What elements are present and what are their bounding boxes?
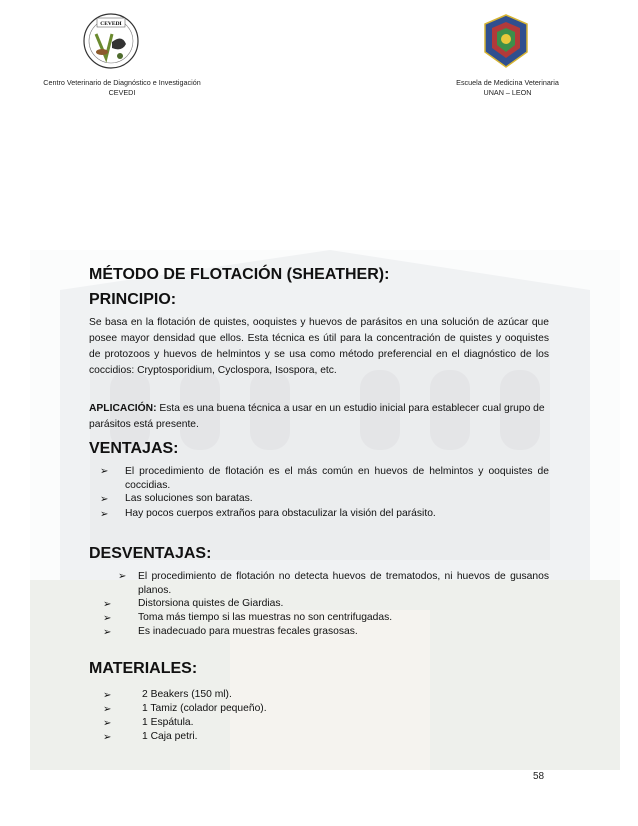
list-item: Toma más tiempo si las muestras no son centrifugadas.: [138, 612, 393, 623]
bullet-icon: ➢: [103, 732, 112, 743]
header-right-line2: UNAN – LEON: [483, 88, 532, 97]
bullet-icon: ➢: [100, 509, 109, 520]
list-item: Es inadecuado para muestras fecales grasosas.: [138, 626, 358, 637]
cevedi-logo: [82, 12, 140, 70]
bullet-icon: ➢: [103, 627, 112, 638]
header-right: [440, 78, 575, 98]
list-item: El procedimiento de flotación es el más común en huevos de helmintos y ooquistes de coccidias.: [125, 466, 549, 491]
aplicacion-text: Esta es una buena técnica a usar en un estudio inicial para establecer cual grupo de parásitos está presente.: [89, 403, 545, 430]
materiales-heading: MATERIALES:: [89, 660, 198, 677]
bullet-icon: ➢: [100, 466, 109, 477]
header-left: [22, 78, 222, 98]
ventajas-heading: VENTAJAS:: [89, 440, 179, 457]
list-item: 1 Caja petri.: [142, 731, 198, 742]
header-left-line1: Centro Veterinario de Diagnóstico e Investigación: [43, 78, 201, 87]
list-item: El procedimiento de flotación no detecta huevos de trematodos, ni huevos de gusanos planos.: [138, 571, 549, 596]
bullet-icon: ➢: [103, 718, 112, 729]
list-item: Distorsiona quistes de Giardias.: [138, 598, 284, 609]
header-left-line2: CEVEDI: [108, 88, 136, 97]
bullet-icon: ➢: [100, 494, 109, 505]
list-item: 1 Espátula.: [142, 717, 194, 728]
aplicacion-heading: APLICACIÓN:: [89, 403, 157, 414]
bullet-icon: ➢: [103, 613, 112, 624]
bullet-icon: ➢: [118, 571, 127, 582]
aplicacion-block: [89, 401, 549, 433]
page-number: 58: [533, 771, 545, 782]
bullet-icon: ➢: [103, 599, 112, 610]
bullet-icon: ➢: [103, 690, 112, 701]
unan-leon-seal: [483, 14, 529, 68]
list-item: Hay pocos cuerpos extraños para obstaculizar la visión del parásito.: [125, 508, 436, 519]
principio-text: Se basa en la flotación de quistes, ooquistes y huevos de parásitos en una solución de azúcar que posee mayor densidad que ellos. Esta técnica es útil para la concentración de quistes y ooquistes de protozoos y huevos de helmintos y se usa como método preferencial en el diagnóstico de los coccidios: Cryptosporidium, Cyclospora, Isospora, etc.: [89, 317, 549, 376]
desventajas-heading: DESVENTAJAS:: [89, 545, 212, 562]
bullet-icon: ➢: [103, 704, 112, 715]
logo-cevedi-text: CEVEDI: [100, 21, 122, 27]
list-item: 1 Tamiz (colador pequeño).: [142, 703, 267, 714]
list-item: 2 Beakers (150 ml).: [142, 689, 232, 700]
principio-heading: PRINCIPIO:: [89, 291, 177, 308]
doc-title: MÉTODO DE FLOTACIÓN (SHEATHER):: [89, 266, 390, 283]
list-item: Las soluciones son baratas.: [125, 493, 253, 504]
header-right-line1: Escuela de Medicina Veterinaria: [456, 78, 559, 87]
